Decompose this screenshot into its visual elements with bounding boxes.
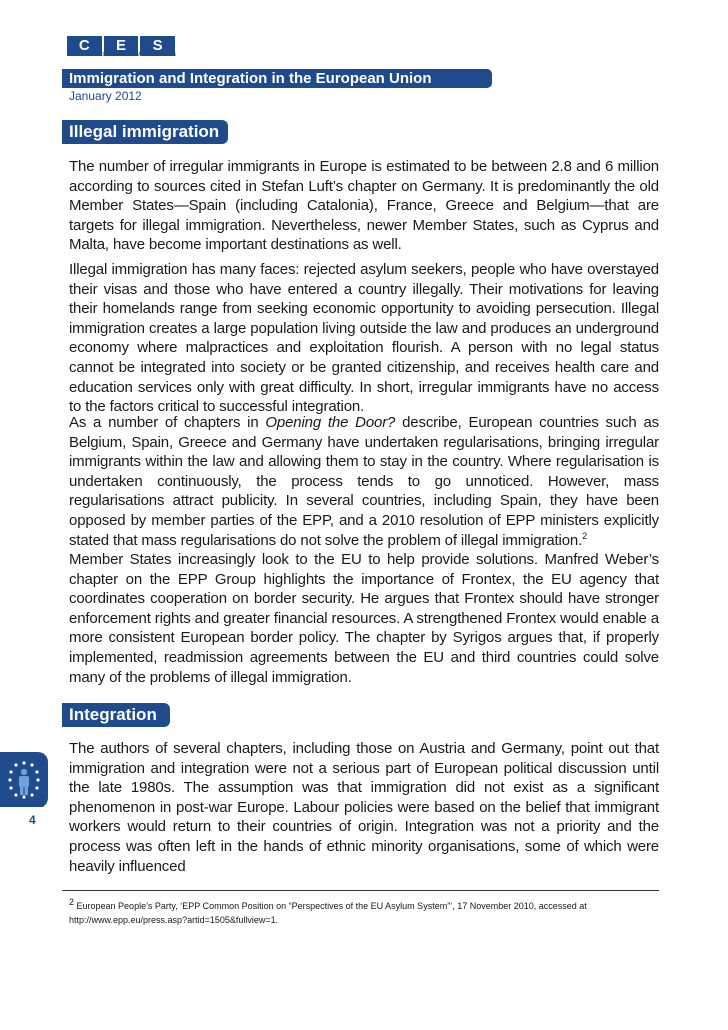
paragraph: The number of irregular immigrants in Europe is estimated to be between 2.8 and 6 million according to sources cited in Stefan Luft’s chapter on Germany. It is predominantly the old Member States—Spain (including Catalonia), France, Greece and Belgium—that are targets for illegal immigration. Nevertheless, newer Member States, such as Cyprus and Malta, have become important destinations as well. (69, 158, 659, 254)
page-number-box (0, 807, 48, 833)
side-badge (0, 752, 48, 808)
paragraph: Illegal immigration has many faces: rejected asylum seekers, people who have overstayed their visas and those who have entered a country illegally. Their motivations for leaving their homelands range from seeking economic opportunity to avoiding persecution. Illegal immigration creates a large population living outside the law and produces an underground economy where malpractices and exploitation flourish. A person with no legal status cannot be integrated into society or be granted citizenship, and receives health care and education services only with great difficulty. In short, irregular immigrants have no access to the factors critical to successful integration. (69, 261, 659, 416)
paragraph: Member States increasingly look to the EU to help provide solutions. Manfred Weber’s chapter on the EPP Group highlights the importance of Frontex, the EU agency that coordinates cooperation on border security. He argues that Frontex should have stronger enforcement rights and greater financial resources. A strengthened Frontex would enable a more consistent European border policy. The chapter by Syrigos argues that, if properly implemented, readmission agreements between the EU and third countries could solve many of the problems of illegal immigration. (69, 551, 659, 686)
logo-letter-c: C (67, 36, 104, 56)
paragraph (69, 413, 659, 550)
section-heading-integration: Integration (62, 703, 170, 727)
paragraph: The authors of several chapters, including those on Austria and Germany, point out that immigration and integration were not a serious part of European political discussion until the late 1980s. The assumption was that immigration did not exist as a significant phenomenon in post-war Europe. Labour policies were based on the belief that immigrant workers would return to their countries of origin. Integration was not a priority and the process was often left in the hands of ethnic minority organisations, some of which were heavily influenced (69, 740, 659, 875)
book-title: Opening the Door? (265, 414, 396, 431)
paragraph-text: describe, European countries such as Belgium, Spain, Greece and Germany have undertaken regularisations, bringing irregular immigrants within the law and allowing them to stay in the country. Where regularisation is undertaken continuously, the process tends to go unnoticed. However, mass regularisations attract publicity. In several countries, including Spain, they have been opposed by member parties of the EPP, and a 2010 resolution of EPP ministers explicitly stated that mass regularisations do not solve the problem of illegal immigration. (69, 414, 659, 549)
footnote-text: European People’s Party, ‘EPP Common Position on “Perspectives of the EU Asylum System”’, 17 November 2010, accessed at http://www.epp.eu/press.asp?artid=1505&fullview=1. (69, 901, 587, 925)
logo-subtitle: CENTRE FOR EUROPEAN STUDIES (68, 52, 177, 58)
paragraph-text: As a number of chapters in (69, 414, 266, 431)
page-number: 4 (29, 813, 36, 827)
document-date: January 2012 (69, 89, 142, 103)
eu-stars-figure-icon (4, 755, 44, 805)
footnote-number: 2 (69, 897, 75, 907)
document-title: Immigration and Integration in the European Union (62, 69, 492, 88)
logo-letter-e: E (104, 36, 141, 56)
footnote-ref: 2 (582, 530, 587, 541)
section-heading-illegal-immigration: Illegal immigration (62, 120, 228, 144)
footnote-divider (62, 890, 659, 891)
footnote (69, 899, 659, 927)
logo-letter-s: S (152, 37, 163, 54)
